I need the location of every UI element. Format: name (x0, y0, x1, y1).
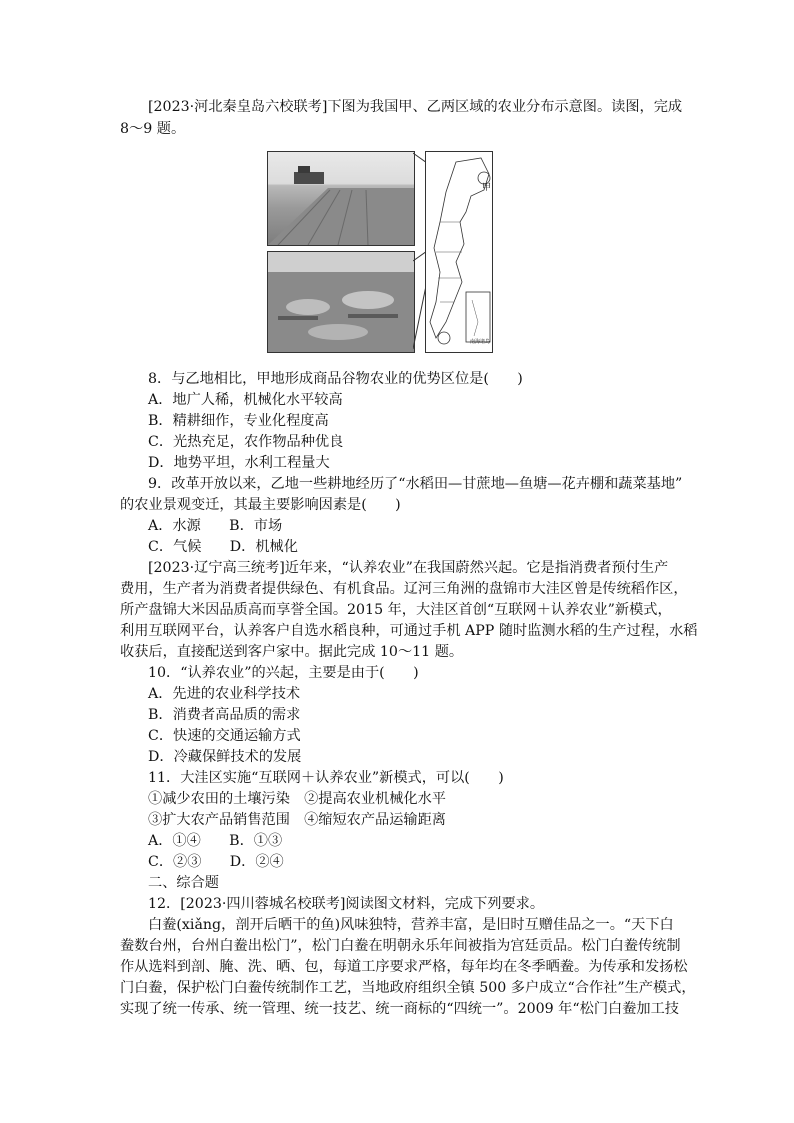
q11-stem: 11．大洼区实施“互联网＋认养农业”新模式，可以( ) (148, 770, 504, 786)
inset-label: 南海诸岛 (470, 339, 491, 345)
q11-choices-1: ①减少农田的土壤污染 ②提高农业机械化水平 (148, 791, 446, 807)
q10-option-d: D．冷藏保鲜技术的发展 (148, 749, 302, 765)
passage1-line-4: 利用互联网平台，认养客户自选水稻良种，可通过手机 APP 随时监测水稻的生产过程，水稻 (120, 623, 698, 639)
jia-label: 甲 (482, 183, 492, 193)
q12-line-5: 实现了统一传承、统一管理、统一技艺、统一商标的“四统一”。2009 年“松门白鲞加工技 (120, 1001, 679, 1017)
harvest-photo (267, 151, 415, 246)
fishpond-illustration (268, 252, 414, 352)
passage1-line-3: 所产盘锦大米因品质高而享誉全国。2015 年，大洼区首创“互联网＋认养农业”新模式， (120, 602, 672, 618)
harvester-illustration (268, 152, 414, 245)
q8-option-a: A．地广人稀，机械化水平较高 (148, 392, 343, 408)
q11-options-cd: C．②③ D．②④ (148, 854, 284, 870)
water-landscape-photo (267, 251, 415, 353)
q9-options-cd: C．气候 D．机械化 (148, 539, 298, 555)
q9-stem-2: 的农业景观变迁，其最主要影响因素是( ) (120, 497, 401, 513)
q12-line-1: 白鲞(xiǎng，剖开后晒干的鱼)风味独特，营养丰富，是旧时互赠佳品之一。“天下白 (148, 917, 674, 933)
q10-option-b: B．消费者高品质的需求 (148, 707, 301, 723)
q12-line-4: 门白鲞，保护松门白鲞传统制作工艺，当地政府组织全镇 500 多户成立“合作社”生产模式， (120, 980, 696, 996)
q11-options-ab: A．①④ B．①③ (148, 833, 283, 849)
china-east-map (425, 151, 493, 353)
q8-option-b: B．精耕细作，专业化程度高 (148, 413, 329, 429)
q12-line-2: 鲞数台州，台州白鲞出松门”，松门白鲞在明朝永乐年间被指为宫廷贡品。松门白鲞传统制 (120, 938, 681, 954)
intro-line-1: [2023·河北秦皇岛六校联考]下图为我国甲、乙两区域的农业分布示意图。读图，完成 (148, 99, 683, 115)
q12-line-3: 作从选料到剖、腌、洗、晒、包，每道工序要求严格，每年均在冬季晒鲞。为传承和发扬松 (120, 959, 688, 975)
q10-option-a: A．先进的农业科学技术 (148, 686, 301, 702)
passage1-line-2: 费用，生产者为消费者提供绿色、有机食品。辽河三角洲的盘锦市大洼区曾是传统稻作区， (120, 581, 688, 597)
q11-choices-2: ③扩大农产品销售范围 ④缩短农产品运输距离 (148, 812, 446, 828)
q9-stem-1: 9．改革开放以来，乙地一些耕地经历了“水稻田—甘蔗地—鱼塘—花卉棚和蔬菜基地” (148, 476, 683, 492)
passage1-line-5: 收获后，直接配送到客户家中。据此完成 10～11 题。 (120, 644, 464, 660)
q10-option-c: C．快速的交通运输方式 (148, 728, 301, 744)
q8-option-d: D．地势平坦，水利工程量大 (148, 455, 330, 471)
intro-line-2: 8～9 题。 (120, 121, 186, 137)
q8-stem: 8．与乙地相比，甲地形成商品谷物农业的优势区位是( ) (148, 371, 523, 387)
q10-stem: 10．“认养农业”的兴起，主要是由于( ) (148, 665, 419, 681)
section-heading: 二、综合题 (148, 875, 219, 891)
q8-option-c: C．光热充足，农作物品种优良 (148, 434, 344, 450)
agriculture-figure (267, 151, 493, 354)
q12-stem: 12．[2023·四川蓉城名校联考]阅读图文材料，完成下列要求。 (148, 896, 545, 912)
q9-options-ab: A．水源 B．市场 (148, 518, 283, 534)
passage1-line-1: [2023·辽宁高三统考]近年来，“认养农业”在我国蔚然兴起。它是指消费者预付生产 (148, 560, 669, 576)
